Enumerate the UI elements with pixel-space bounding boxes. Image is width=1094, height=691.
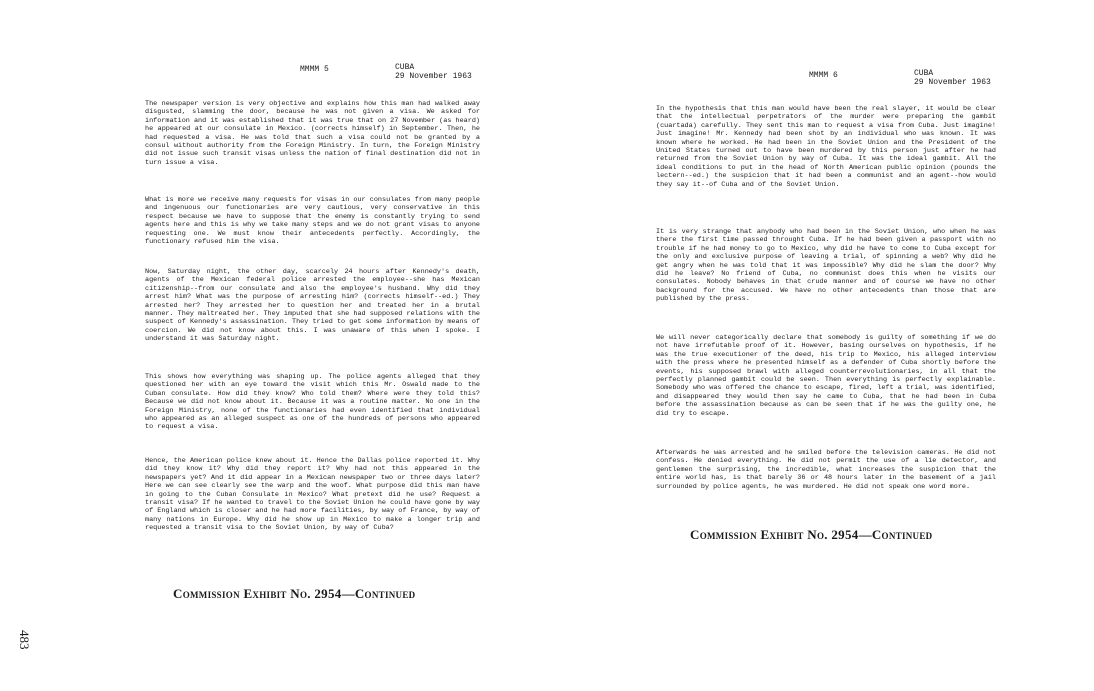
left-paragraph-3: Now, Saturday night, the other day, scarcely 24 hours after Kennedy's death, agents of the Mexican federal police arrested the employee--she has Mexican citizenship--from our consulate and also the employee's husband. Why did they arrest him? What was the purpose of arresting him? (corrects himself--ed.) They arrested her? They arrested her to question her and treated her in a brutal manner. They maltreated her. They imputed that she had supposed relations with the suspect of Kennedy's assassination. They tried to get some information by means of coercion. We did not know about this. I was unaware of this when I spoke. I understand it was Saturday night.: [145, 268, 480, 344]
left-paragraph-1: The newspaper version is very objective and explains how this man had walked away disgusted, slamming the door, because he was not given a visa. We asked for information and it was established that it was true that on 27 November (as heard) he appeared at our consulate in Mexico. (corrects himself) in September. Then, he had requested a visa. He was told that such a visa could not be granted by a consul without authority from the Foreign Ministry. In turn, the Foreign Ministry did not issue such transit visas unless the nation of final destination did not in turn issue a visa.: [145, 100, 480, 167]
left-header-date: 29 November 1963: [395, 72, 472, 81]
right-header-id: MMMM 6: [809, 71, 838, 80]
right-header-country: CUBA: [914, 69, 934, 78]
right-exhibit-caption: Commission Exhibit No. 2954—Continued: [690, 527, 933, 542]
page-number: 483: [17, 630, 32, 650]
right-paragraph-4: Afterwards he was arrested and he smiled before the television cameras. He did not confess. He denied everything. He did not permit the use of a lie detector, and gentlemen the surprising, the incredible, what increases the suspicion that the entire world has, is that barely 36 or 48 hours later in the basement of a jail surrounded by police agents, he was murdered. He did not speak one word more.: [656, 449, 996, 491]
right-header-date: 29 November 1963: [914, 78, 991, 87]
left-paragraph-5: Hence, the American police knew about it. Hence the Dallas police reported it. Why did they know it? Why did they report it? Why had not this appeared in the newspapers yet? And it did appear in a Mexican newspaper two or three days later? Here we can see clearly see the warp and the woof. What purpose did this man have in going to the Cuban Consulate in Mexico? What pretext did he use? Request a transit visa? If he wanted to travel to the Soviet Union he could have gone by way of England which is closer and he had more facilities, by way of France, by way of many nations in Europe. Why did he show up in Mexico to make a longer trip and requested a transit visa to the Soviet Union, by way of Cuba?: [145, 457, 480, 533]
left-header-id: MMMM 5: [300, 65, 329, 74]
right-paragraph-1: In the hypothesis that this man would have been the real slayer, it would be clear that the intellectual perpetrators of the murder were preparing the gambit (cuartada) carefully. They sent this man to request a visa from Cuba. Just imagine! Just imagine! Mr. Kennedy had been shot by an individual who was known. It was known where he worked. He had been in the Soviet Union and the President of the United States turned out to have been murdered by this person just after he had returned from the Soviet Union by way of Cuba. It was the ideal gambit. All the ideal conditions to put in the head of North American public opinion (pounds the lectern--ed.) the suspicion that it had been a communist and an agent--how would they say it--of Cuba and of the Soviet Union.: [656, 105, 996, 189]
right-paragraph-3: We will never categorically declare that somebody is guilty of something if we do not have irrefutable proof of it. However, basing ourselves on hypothesis, if he was the true executioner of the deed, his trip to Mexico, his alleged interview with the press where he presented himself as a defender of Cuba shortly before the events, his supposed brawl with alleged counterrevolutionaries, in all that the perfectly planned gambit could be seen. Then everything is perfectly explainable. Somebody who was offered the chance to escape, fired, left a trial, was identified, and disappeared they would then say he came to Cuba, that he had been in Cuba before the assassination because as can be seen that if he was the guilty one, he did try to escape.: [656, 334, 996, 418]
left-paragraph-2: What is more we receive many requests for visas in our consulates from many people and ingenuous our functionaries are very cautious, very conservative in this respect because we have to suppose that the enemy is constantly trying to send agents here and this is why we take many steps and we do not grant visas to anyone requesting one. We must know their antecedents perfectly. Accordingly, the functionary refused him the visa.: [145, 196, 480, 247]
left-header-country: CUBA: [395, 63, 415, 72]
left-paragraph-4: This shows how everything was shaping up. The police agents alleged that they questioned her with an eye toward the visit which this Mr. Oswald made to the Cuban consulate. How did they know? Who told them? Where were they told this? Because we did not know about it. Because it was a routine matter. No one in the Foreign Ministry, none of the functionaries had even identified that individual who appeared as an alleged suspect as one of the hundreds of persons who appeared to request a visa.: [145, 373, 480, 432]
left-exhibit-caption: Commission Exhibit No. 2954—Continued: [173, 586, 416, 601]
right-paragraph-2: It is very strange that anybody who had been in the Soviet Union, who when he was there the first time passed throught Cuba. If he had been given a passport with no trouble if he had money to go to Mexico, why did he have to come to Cuba except for the only and exclusive purpose of leaving a trial, of spinning a web? Why did he get angry when he was told that it was impossible? Why did he slam the door? Why did he leave? No friend of Cuba, no communist does this when he visits our consulates. Nobody behaves in that crude manner and of course we have no other background for the accused. We have no other antecedents than those that are published by the press.: [656, 228, 996, 304]
